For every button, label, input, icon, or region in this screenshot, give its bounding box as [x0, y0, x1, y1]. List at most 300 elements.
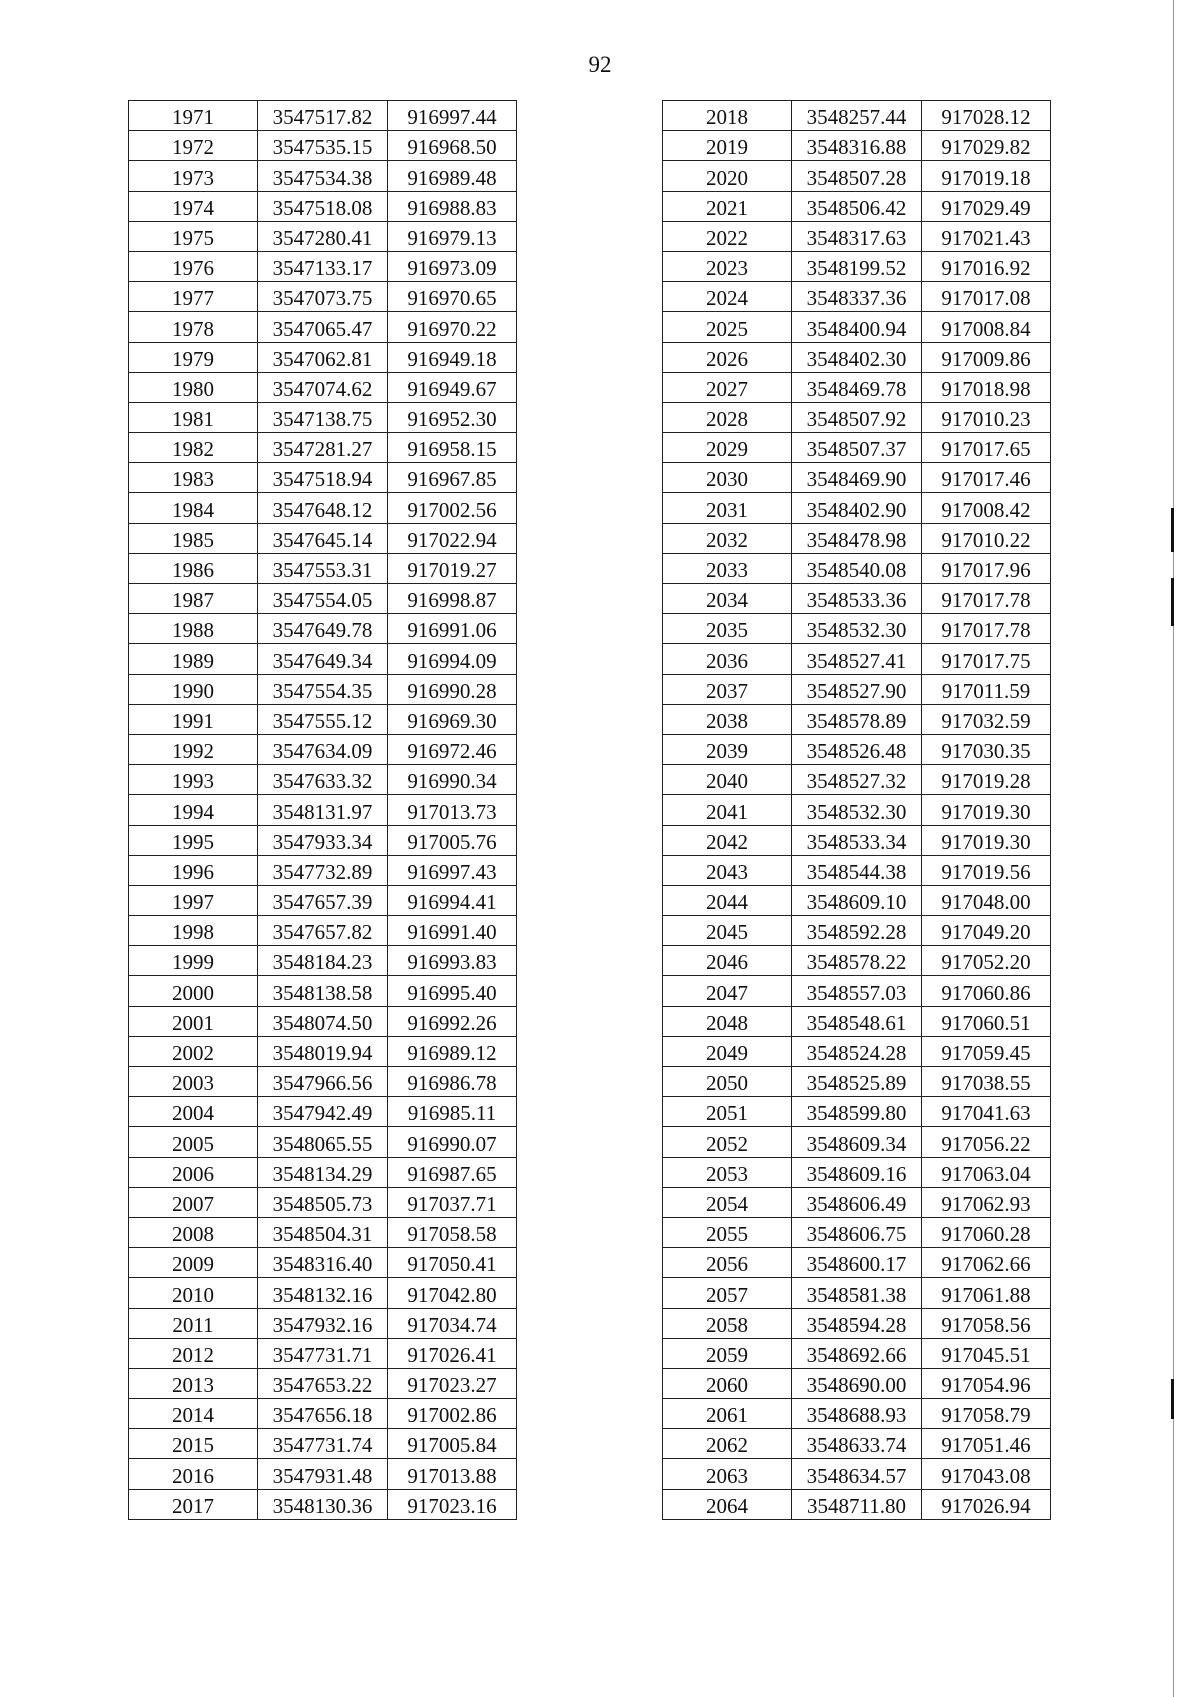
- point-number-cell: 2022: [663, 221, 792, 251]
- table-row: [663, 372, 1051, 402]
- x-coordinate-cell: 3547657.39: [258, 885, 388, 915]
- coordinate-table-left: [128, 100, 517, 1520]
- point-number-cell: 2009: [129, 1248, 258, 1278]
- x-coordinate-cell: 3547649.78: [258, 614, 388, 644]
- point-number-cell: 2023: [663, 251, 792, 281]
- table-row: [129, 795, 517, 825]
- table-row: [129, 704, 517, 734]
- y-coordinate-cell: 917030.35: [922, 734, 1051, 764]
- x-coordinate-cell: 3547553.31: [258, 553, 388, 583]
- point-number-cell: 2046: [663, 946, 792, 976]
- x-coordinate-cell: 3548526.48: [792, 734, 922, 764]
- x-coordinate-cell: 3548578.89: [792, 704, 922, 734]
- x-coordinate-cell: 3547517.82: [258, 101, 388, 131]
- table-row: [663, 946, 1051, 976]
- x-coordinate-cell: 3548532.30: [792, 795, 922, 825]
- y-coordinate-cell: 916994.41: [388, 885, 517, 915]
- x-coordinate-cell: 3548548.61: [792, 1006, 922, 1036]
- point-number-cell: 1995: [129, 825, 258, 855]
- table-row: [129, 1067, 517, 1097]
- point-number-cell: 1984: [129, 493, 258, 523]
- point-number-cell: 2011: [129, 1308, 258, 1338]
- table-row: [663, 1127, 1051, 1157]
- y-coordinate-cell: 917016.92: [922, 251, 1051, 281]
- point-number-cell: 2025: [663, 312, 792, 342]
- point-number-cell: 1997: [129, 885, 258, 915]
- x-coordinate-cell: 3548257.44: [792, 101, 922, 131]
- y-coordinate-cell: 917026.94: [922, 1489, 1051, 1519]
- y-coordinate-cell: 916988.83: [388, 191, 517, 221]
- table-row: [129, 1399, 517, 1429]
- point-number-cell: 2061: [663, 1399, 792, 1429]
- x-coordinate-cell: 3547634.09: [258, 734, 388, 764]
- x-coordinate-cell: 3547933.34: [258, 825, 388, 855]
- y-coordinate-cell: 916972.46: [388, 734, 517, 764]
- y-coordinate-cell: 917050.41: [388, 1248, 517, 1278]
- y-coordinate-cell: 916992.26: [388, 1006, 517, 1036]
- point-number-cell: 2055: [663, 1217, 792, 1247]
- point-number-cell: 2062: [663, 1429, 792, 1459]
- point-number-cell: 2032: [663, 523, 792, 553]
- table-row: [129, 312, 517, 342]
- point-number-cell: 2014: [129, 1399, 258, 1429]
- x-coordinate-cell: 3548134.29: [258, 1157, 388, 1187]
- point-number-cell: 2026: [663, 342, 792, 372]
- x-coordinate-cell: 3547653.22: [258, 1368, 388, 1398]
- table-row: [663, 1217, 1051, 1247]
- x-coordinate-cell: 3548525.89: [792, 1067, 922, 1097]
- y-coordinate-cell: 917011.59: [922, 674, 1051, 704]
- table-row: [129, 614, 517, 644]
- table-row: [663, 1399, 1051, 1429]
- x-coordinate-cell: 3547942.49: [258, 1097, 388, 1127]
- point-number-cell: 2030: [663, 463, 792, 493]
- point-number-cell: 1994: [129, 795, 258, 825]
- table-row: [129, 1278, 517, 1308]
- y-coordinate-cell: 916990.34: [388, 765, 517, 795]
- table-row: [129, 976, 517, 1006]
- y-coordinate-cell: 917061.88: [922, 1278, 1051, 1308]
- point-number-cell: 2006: [129, 1157, 258, 1187]
- table-row: [663, 342, 1051, 372]
- page-number: 92: [588, 52, 612, 77]
- point-number-cell: 2018: [663, 101, 792, 131]
- y-coordinate-cell: 917060.28: [922, 1217, 1051, 1247]
- point-number-cell: 1972: [129, 131, 258, 161]
- table-row: [663, 1368, 1051, 1398]
- y-coordinate-cell: 917017.65: [922, 433, 1051, 463]
- y-coordinate-cell: 917043.08: [922, 1459, 1051, 1489]
- y-coordinate-cell: 917059.45: [922, 1036, 1051, 1066]
- x-coordinate-cell: 3547645.14: [258, 523, 388, 553]
- point-number-cell: 2051: [663, 1097, 792, 1127]
- x-coordinate-cell: 3548131.97: [258, 795, 388, 825]
- y-coordinate-cell: 917008.42: [922, 493, 1051, 523]
- point-number-cell: 2053: [663, 1157, 792, 1187]
- table-row: [663, 191, 1051, 221]
- x-coordinate-cell: 3547138.75: [258, 402, 388, 432]
- table-row: [663, 251, 1051, 281]
- y-coordinate-cell: 917008.84: [922, 312, 1051, 342]
- x-coordinate-cell: 3547657.82: [258, 916, 388, 946]
- x-coordinate-cell: 3547535.15: [258, 131, 388, 161]
- y-coordinate-cell: 916970.22: [388, 312, 517, 342]
- table-row: [663, 976, 1051, 1006]
- y-coordinate-cell: 917062.93: [922, 1187, 1051, 1217]
- table-row: [663, 1459, 1051, 1489]
- point-number-cell: 2015: [129, 1429, 258, 1459]
- x-coordinate-cell: 3548507.28: [792, 161, 922, 191]
- table-row: [129, 523, 517, 553]
- x-coordinate-cell: 3547648.12: [258, 493, 388, 523]
- x-coordinate-cell: 3548132.16: [258, 1278, 388, 1308]
- x-coordinate-cell: 3547732.89: [258, 855, 388, 885]
- x-coordinate-cell: 3548478.98: [792, 523, 922, 553]
- table-row: [663, 704, 1051, 734]
- point-number-cell: 2002: [129, 1036, 258, 1066]
- x-coordinate-cell: 3547062.81: [258, 342, 388, 372]
- y-coordinate-cell: 917058.58: [388, 1217, 517, 1247]
- table-row: [663, 493, 1051, 523]
- x-coordinate-cell: 3548199.52: [792, 251, 922, 281]
- point-number-cell: 2029: [663, 433, 792, 463]
- x-coordinate-cell: 3548074.50: [258, 1006, 388, 1036]
- table-row: [129, 765, 517, 795]
- y-coordinate-cell: 917026.41: [388, 1338, 517, 1368]
- x-coordinate-cell: 3547518.94: [258, 463, 388, 493]
- y-coordinate-cell: 917017.46: [922, 463, 1051, 493]
- y-coordinate-cell: 917017.96: [922, 553, 1051, 583]
- point-number-cell: 2041: [663, 795, 792, 825]
- table-row: [663, 1489, 1051, 1519]
- y-coordinate-cell: 916995.40: [388, 976, 517, 1006]
- x-coordinate-cell: 3547656.18: [258, 1399, 388, 1429]
- table-row: [129, 221, 517, 251]
- y-coordinate-cell: 917056.22: [922, 1127, 1051, 1157]
- y-coordinate-cell: 917013.88: [388, 1459, 517, 1489]
- point-number-cell: 1976: [129, 251, 258, 281]
- point-number-cell: 2048: [663, 1006, 792, 1036]
- y-coordinate-cell: 916952.30: [388, 402, 517, 432]
- point-number-cell: 2042: [663, 825, 792, 855]
- table-row: [129, 1006, 517, 1036]
- x-coordinate-cell: 3547932.16: [258, 1308, 388, 1338]
- table-row: [663, 1006, 1051, 1036]
- y-coordinate-cell: 917060.86: [922, 976, 1051, 1006]
- y-coordinate-cell: 917022.94: [388, 523, 517, 553]
- point-number-cell: 2016: [129, 1459, 258, 1489]
- table-row: [663, 584, 1051, 614]
- y-coordinate-cell: 917048.00: [922, 885, 1051, 915]
- table-row: [663, 1187, 1051, 1217]
- y-coordinate-cell: 916949.18: [388, 342, 517, 372]
- y-coordinate-cell: 917018.98: [922, 372, 1051, 402]
- point-number-cell: 2039: [663, 734, 792, 764]
- y-coordinate-cell: 916985.11: [388, 1097, 517, 1127]
- x-coordinate-cell: 3548557.03: [792, 976, 922, 1006]
- table-row: [129, 1248, 517, 1278]
- y-coordinate-cell: 916949.67: [388, 372, 517, 402]
- point-number-cell: 2012: [129, 1338, 258, 1368]
- point-number-cell: 1980: [129, 372, 258, 402]
- point-number-cell: 2024: [663, 282, 792, 312]
- point-number-cell: 2038: [663, 704, 792, 734]
- x-coordinate-cell: 3547073.75: [258, 282, 388, 312]
- table-row: [663, 644, 1051, 674]
- point-number-cell: 2050: [663, 1067, 792, 1097]
- table-row: [129, 1187, 517, 1217]
- y-coordinate-cell: 916994.09: [388, 644, 517, 674]
- y-coordinate-cell: 917019.30: [922, 825, 1051, 855]
- table-row: [663, 282, 1051, 312]
- x-coordinate-cell: 3548184.23: [258, 946, 388, 976]
- table-row: [129, 855, 517, 885]
- point-number-cell: 2064: [663, 1489, 792, 1519]
- x-coordinate-cell: 3548469.78: [792, 372, 922, 402]
- table-row: [129, 372, 517, 402]
- y-coordinate-cell: 917017.78: [922, 614, 1051, 644]
- x-coordinate-cell: 3548533.34: [792, 825, 922, 855]
- point-number-cell: 1992: [129, 734, 258, 764]
- y-coordinate-cell: 917017.08: [922, 282, 1051, 312]
- y-coordinate-cell: 917032.59: [922, 704, 1051, 734]
- point-number-cell: 2004: [129, 1097, 258, 1127]
- point-number-cell: 2049: [663, 1036, 792, 1066]
- point-number-cell: 1990: [129, 674, 258, 704]
- table-row: [663, 161, 1051, 191]
- x-coordinate-cell: 3548533.36: [792, 584, 922, 614]
- x-coordinate-cell: 3548606.75: [792, 1217, 922, 1247]
- y-coordinate-cell: 917042.80: [388, 1278, 517, 1308]
- point-number-cell: 1991: [129, 704, 258, 734]
- y-coordinate-cell: 916991.40: [388, 916, 517, 946]
- x-coordinate-cell: 3547554.05: [258, 584, 388, 614]
- point-number-cell: 2010: [129, 1278, 258, 1308]
- scan-mark: [1171, 508, 1174, 552]
- y-coordinate-cell: 916973.09: [388, 251, 517, 281]
- table-row: [129, 825, 517, 855]
- y-coordinate-cell: 916970.65: [388, 282, 517, 312]
- y-coordinate-cell: 917010.23: [922, 402, 1051, 432]
- x-coordinate-cell: 3548506.42: [792, 191, 922, 221]
- point-number-cell: 2057: [663, 1278, 792, 1308]
- x-coordinate-cell: 3547133.17: [258, 251, 388, 281]
- x-coordinate-cell: 3548634.57: [792, 1459, 922, 1489]
- x-coordinate-cell: 3548527.41: [792, 644, 922, 674]
- x-coordinate-cell: 3548690.00: [792, 1368, 922, 1398]
- point-number-cell: 1985: [129, 523, 258, 553]
- point-number-cell: 1973: [129, 161, 258, 191]
- point-number-cell: 2003: [129, 1067, 258, 1097]
- x-coordinate-cell: 3548609.34: [792, 1127, 922, 1157]
- y-coordinate-cell: 917029.49: [922, 191, 1051, 221]
- y-coordinate-cell: 917005.76: [388, 825, 517, 855]
- point-number-cell: 2031: [663, 493, 792, 523]
- point-number-cell: 2063: [663, 1459, 792, 1489]
- point-number-cell: 2035: [663, 614, 792, 644]
- y-coordinate-cell: 917009.86: [922, 342, 1051, 372]
- table-row: [129, 644, 517, 674]
- table-row: [663, 1097, 1051, 1127]
- point-number-cell: 2005: [129, 1127, 258, 1157]
- y-coordinate-cell: 917037.71: [388, 1187, 517, 1217]
- table-row: [129, 1429, 517, 1459]
- point-number-cell: 1982: [129, 433, 258, 463]
- point-number-cell: 1981: [129, 402, 258, 432]
- x-coordinate-cell: 3548532.30: [792, 614, 922, 644]
- table-row: [129, 402, 517, 432]
- table-row: [129, 1036, 517, 1066]
- x-coordinate-cell: 3547649.34: [258, 644, 388, 674]
- x-coordinate-cell: 3547074.62: [258, 372, 388, 402]
- table-row: [663, 765, 1051, 795]
- point-number-cell: 2007: [129, 1187, 258, 1217]
- table-row: [129, 1459, 517, 1489]
- point-number-cell: 2044: [663, 885, 792, 915]
- table-row: [663, 1036, 1051, 1066]
- x-coordinate-cell: 3547518.08: [258, 191, 388, 221]
- x-coordinate-cell: 3548019.94: [258, 1036, 388, 1066]
- table-row: [129, 463, 517, 493]
- table-row: [663, 312, 1051, 342]
- table-row: [663, 1157, 1051, 1187]
- y-coordinate-cell: 917058.79: [922, 1399, 1051, 1429]
- y-coordinate-cell: 916990.28: [388, 674, 517, 704]
- x-coordinate-cell: 3548606.49: [792, 1187, 922, 1217]
- table-row: [129, 1217, 517, 1247]
- table-row: [129, 493, 517, 523]
- table-row: [663, 221, 1051, 251]
- y-coordinate-cell: 917019.28: [922, 765, 1051, 795]
- table-row: [663, 885, 1051, 915]
- table-row: [129, 674, 517, 704]
- point-number-cell: 2037: [663, 674, 792, 704]
- point-number-cell: 1987: [129, 584, 258, 614]
- table-row: [663, 614, 1051, 644]
- y-coordinate-cell: 916967.85: [388, 463, 517, 493]
- point-number-cell: 2001: [129, 1006, 258, 1036]
- y-coordinate-cell: 917002.86: [388, 1399, 517, 1429]
- table-row: [129, 131, 517, 161]
- point-number-cell: 1988: [129, 614, 258, 644]
- point-number-cell: 2033: [663, 553, 792, 583]
- table-row: [663, 1338, 1051, 1368]
- x-coordinate-cell: 3548599.80: [792, 1097, 922, 1127]
- y-coordinate-cell: 916969.30: [388, 704, 517, 734]
- table-row: [663, 1278, 1051, 1308]
- table-row: [129, 1338, 517, 1368]
- y-coordinate-cell: 917019.30: [922, 795, 1051, 825]
- x-coordinate-cell: 3547281.27: [258, 433, 388, 463]
- table-row: [663, 1429, 1051, 1459]
- point-number-cell: 2058: [663, 1308, 792, 1338]
- x-coordinate-cell: 3548688.93: [792, 1399, 922, 1429]
- y-coordinate-cell: 917029.82: [922, 131, 1051, 161]
- table-row: [129, 916, 517, 946]
- point-number-cell: 2020: [663, 161, 792, 191]
- point-number-cell: 1975: [129, 221, 258, 251]
- table-row: [663, 916, 1051, 946]
- y-coordinate-cell: 917019.27: [388, 553, 517, 583]
- table-body: [663, 101, 1051, 1520]
- x-coordinate-cell: 3548633.74: [792, 1429, 922, 1459]
- point-number-cell: 2017: [129, 1489, 258, 1519]
- table-row: [663, 463, 1051, 493]
- y-coordinate-cell: 917052.20: [922, 946, 1051, 976]
- point-number-cell: 1979: [129, 342, 258, 372]
- table-row: [129, 1368, 517, 1398]
- y-coordinate-cell: 916991.06: [388, 614, 517, 644]
- y-coordinate-cell: 917049.20: [922, 916, 1051, 946]
- x-coordinate-cell: 3548594.28: [792, 1308, 922, 1338]
- x-coordinate-cell: 3548540.08: [792, 553, 922, 583]
- point-number-cell: 1989: [129, 644, 258, 674]
- point-number-cell: 2034: [663, 584, 792, 614]
- table-row: [129, 734, 517, 764]
- y-coordinate-cell: 917058.56: [922, 1308, 1051, 1338]
- point-number-cell: 2036: [663, 644, 792, 674]
- coordinate-table-right: [662, 100, 1051, 1520]
- point-number-cell: 1974: [129, 191, 258, 221]
- y-coordinate-cell: 916989.12: [388, 1036, 517, 1066]
- table-row: [129, 342, 517, 372]
- point-number-cell: 2054: [663, 1187, 792, 1217]
- x-coordinate-cell: 3548065.55: [258, 1127, 388, 1157]
- x-coordinate-cell: 3548402.90: [792, 493, 922, 523]
- y-coordinate-cell: 917063.04: [922, 1157, 1051, 1187]
- x-coordinate-cell: 3548316.40: [258, 1248, 388, 1278]
- table-row: [663, 433, 1051, 463]
- x-coordinate-cell: 3548581.38: [792, 1278, 922, 1308]
- x-coordinate-cell: 3548316.88: [792, 131, 922, 161]
- point-number-cell: 2013: [129, 1368, 258, 1398]
- point-number-cell: 2060: [663, 1368, 792, 1398]
- point-number-cell: 1999: [129, 946, 258, 976]
- scan-edge-line: [1173, 0, 1174, 1697]
- y-coordinate-cell: 917051.46: [922, 1429, 1051, 1459]
- point-number-cell: 2008: [129, 1217, 258, 1247]
- point-number-cell: 2047: [663, 976, 792, 1006]
- x-coordinate-cell: 3548469.90: [792, 463, 922, 493]
- table-row: [129, 1308, 517, 1338]
- table-row: [663, 1308, 1051, 1338]
- point-number-cell: 2040: [663, 765, 792, 795]
- x-coordinate-cell: 3548130.36: [258, 1489, 388, 1519]
- x-coordinate-cell: 3547633.32: [258, 765, 388, 795]
- table-row: [129, 584, 517, 614]
- point-number-cell: 2052: [663, 1127, 792, 1157]
- point-number-cell: 2043: [663, 855, 792, 885]
- table-row: [129, 1489, 517, 1519]
- y-coordinate-cell: 916989.48: [388, 161, 517, 191]
- x-coordinate-cell: 3548507.92: [792, 402, 922, 432]
- y-coordinate-cell: 917021.43: [922, 221, 1051, 251]
- table-row: [663, 855, 1051, 885]
- x-coordinate-cell: 3548317.63: [792, 221, 922, 251]
- table-row: [129, 433, 517, 463]
- table-row: [663, 734, 1051, 764]
- y-coordinate-cell: 916998.87: [388, 584, 517, 614]
- y-coordinate-cell: 917034.74: [388, 1308, 517, 1338]
- x-coordinate-cell: 3547065.47: [258, 312, 388, 342]
- point-number-cell: 1977: [129, 282, 258, 312]
- table-row: [129, 282, 517, 312]
- y-coordinate-cell: 917005.84: [388, 1429, 517, 1459]
- y-coordinate-cell: 916958.15: [388, 433, 517, 463]
- x-coordinate-cell: 3548402.30: [792, 342, 922, 372]
- y-coordinate-cell: 917038.55: [922, 1067, 1051, 1097]
- scan-mark: [1171, 578, 1174, 626]
